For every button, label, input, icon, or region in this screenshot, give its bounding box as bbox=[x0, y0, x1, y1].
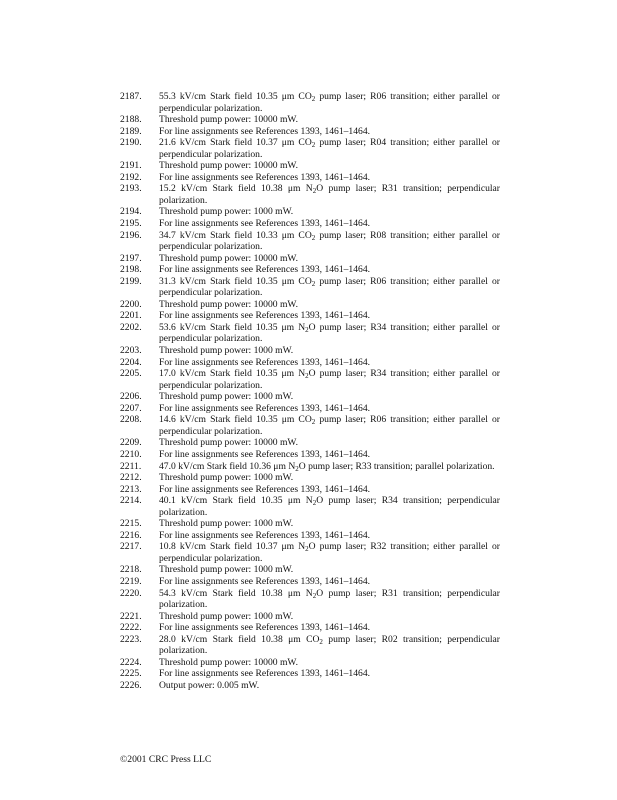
note-text: 55.3 kV/cm Stark field 10.35 μm $CO_2$ pump laser; R06 transition; either parallel or perpendicular polarization. bbox=[159, 91, 500, 114]
note-text: Threshold pump power: 1000 mW. bbox=[159, 345, 294, 357]
note-item bbox=[120, 391, 500, 403]
note-text: For line assignments see References 1393, 1461–1464. bbox=[159, 575, 371, 587]
note-item bbox=[120, 461, 500, 473]
note-text: For line assignments see References 1393, 1461–1464. bbox=[159, 622, 371, 634]
note-text: Threshold pump power: 1000 mW. bbox=[159, 472, 294, 484]
note-text: 14.6 kV/cm Stark field 10.35 μm $CO_2$ pump laser; R06 transition; either parallel or perpendicular polarization. bbox=[159, 414, 500, 437]
note-number: 2218. bbox=[120, 564, 142, 576]
note-item bbox=[120, 657, 500, 669]
note-text: Threshold pump power: 10000 mW. bbox=[159, 298, 299, 310]
note-text: 47.0 kV/cm Stark field 10.36 μm $N_2O$ pump laser; R33 transition; parallel polarization. bbox=[159, 460, 495, 473]
note-number: 2204. bbox=[120, 356, 142, 368]
note-text: For line assignments see References 1393, 1461–1464. bbox=[159, 356, 371, 368]
note-number: 2209. bbox=[120, 437, 142, 449]
note-text: Threshold pump power: 1000 mW. bbox=[159, 564, 294, 576]
note-item bbox=[120, 137, 500, 160]
note-text: Threshold pump power: 10000 mW. bbox=[159, 437, 299, 449]
note-text: Output power: 0.005 mW. bbox=[159, 679, 260, 691]
note-number: 2191. bbox=[120, 160, 142, 172]
note-item bbox=[120, 126, 500, 138]
note-number: 2223. bbox=[120, 633, 142, 645]
note-item bbox=[120, 634, 500, 657]
note-number: 2187. bbox=[120, 91, 142, 102]
note-number: 2202. bbox=[120, 321, 142, 333]
note-number: 2207. bbox=[120, 402, 142, 414]
note-number: 2225. bbox=[120, 668, 142, 680]
note-text: For line assignments see References 1393, 1461–1464. bbox=[159, 483, 371, 495]
note-number: 2222. bbox=[120, 622, 142, 634]
copyright-footer: ©2001 CRC Press LLC bbox=[120, 754, 212, 765]
note-number: 2196. bbox=[120, 229, 142, 241]
notes-list bbox=[120, 91, 500, 691]
note-number: 2197. bbox=[120, 252, 142, 264]
note-number: 2199. bbox=[120, 275, 142, 287]
note-number: 2219. bbox=[120, 575, 142, 587]
note-item bbox=[120, 310, 500, 322]
note-text: For line assignments see References 1393, 1461–1464. bbox=[159, 668, 371, 680]
note-number: 2189. bbox=[120, 125, 142, 137]
note-item bbox=[120, 276, 500, 299]
note-text: 34.7 kV/cm Stark field 10.33 μm $CO_2$ pump laser; R08 transition; either parallel or perpendicular polarization. bbox=[159, 229, 500, 253]
note-item bbox=[120, 345, 500, 357]
note-item bbox=[120, 564, 500, 576]
note-number: 2215. bbox=[120, 518, 142, 530]
note-item bbox=[120, 403, 500, 415]
note-text: 31.3 kV/cm Stark field 10.35 μm $CO_2$ pump laser; R06 transition; either parallel or perpendicular polarization. bbox=[159, 275, 500, 299]
note-number: 2190. bbox=[120, 137, 142, 149]
note-item bbox=[120, 622, 500, 634]
note-number: 2195. bbox=[120, 218, 142, 230]
note-number: 2226. bbox=[120, 679, 142, 691]
note-item bbox=[120, 414, 500, 437]
note-text: 10.8 kV/cm Stark field 10.37 μm $N_2O$ pump laser; R32 transition; either parallel or perpendicular polarization. bbox=[159, 541, 500, 564]
note-text: 21.6 kV/cm Stark field 10.37 μm $CO_2$ pump laser; R04 transition; either parallel or perpendicular polarization. bbox=[159, 137, 500, 160]
note-text: 17.0 kV/cm Stark field 10.35 μm $N_2O$ pump laser; R34 transition; either parallel or perpendicular polarization. bbox=[159, 368, 500, 391]
note-item bbox=[120, 91, 500, 114]
note-text: For line assignments see References 1393, 1461–1464. bbox=[159, 448, 371, 460]
note-item bbox=[120, 680, 500, 692]
note-item bbox=[120, 299, 500, 311]
note-number: 2213. bbox=[120, 483, 142, 495]
note-number: 2217. bbox=[120, 541, 142, 553]
note-number: 2208. bbox=[120, 414, 142, 426]
note-text: 53.6 kV/cm Stark field 10.35 μm $N_2O$ pump laser; R34 transition; either parallel or perpendicular polarization. bbox=[159, 321, 500, 345]
note-text: Threshold pump power: 1000 mW. bbox=[159, 391, 294, 403]
note-item bbox=[120, 495, 500, 518]
note-item bbox=[120, 322, 500, 345]
note-text: 15.2 kV/cm Stark field 10.38 μm $N_2O$ pump laser; R31 transition; perpendicular polarization. bbox=[159, 183, 500, 206]
note-item bbox=[120, 518, 500, 530]
note-item bbox=[120, 484, 500, 496]
note-item bbox=[120, 160, 500, 172]
note-item bbox=[120, 588, 500, 611]
note-number: 2211. bbox=[120, 460, 142, 472]
note-item bbox=[120, 218, 500, 230]
note-text: Threshold pump power: 10000 mW. bbox=[159, 252, 299, 264]
note-item bbox=[120, 264, 500, 276]
note-item bbox=[120, 357, 500, 369]
note-number: 2212. bbox=[120, 472, 142, 484]
note-text: For line assignments see References 1393, 1461–1464. bbox=[159, 218, 371, 230]
note-number: 2224. bbox=[120, 656, 142, 668]
note-text: 54.3 kV/cm Stark field 10.38 μm $N_2O$ pump laser; R31 transition; perpendicular polarization. bbox=[159, 587, 500, 611]
note-item bbox=[120, 437, 500, 449]
note-item bbox=[120, 206, 500, 218]
note-number: 2188. bbox=[120, 114, 142, 126]
note-number: 2206. bbox=[120, 391, 142, 403]
note-item bbox=[120, 368, 500, 391]
note-text: Threshold pump power: 10000 mW. bbox=[159, 160, 299, 172]
note-item bbox=[120, 530, 500, 542]
note-number: 2216. bbox=[120, 529, 142, 541]
note-item bbox=[120, 183, 500, 206]
note-item bbox=[120, 172, 500, 184]
note-number: 2193. bbox=[120, 183, 142, 195]
note-text: For line assignments see References 1393, 1461–1464. bbox=[159, 402, 371, 414]
note-text: For line assignments see References 1393, 1461–1464. bbox=[159, 264, 371, 276]
note-item bbox=[120, 668, 500, 680]
note-item bbox=[120, 611, 500, 623]
note-item bbox=[120, 230, 500, 253]
note-number: 2221. bbox=[120, 610, 142, 622]
note-number: 2192. bbox=[120, 171, 142, 183]
note-number: 2201. bbox=[120, 310, 142, 322]
note-number: 2210. bbox=[120, 448, 142, 460]
note-number: 2200. bbox=[120, 298, 142, 310]
note-text: 40.1 kV/cm Stark field 10.35 μm $N_2O$ pump laser; R34 transition; perpendicular polarization. bbox=[159, 495, 500, 518]
note-text: For line assignments see References 1393, 1461–1464. bbox=[159, 171, 371, 183]
note-text: Threshold pump power: 1000 mW. bbox=[159, 610, 294, 622]
note-item bbox=[120, 449, 500, 461]
note-number: 2214. bbox=[120, 495, 142, 507]
note-text: Threshold pump power: 1000 mW. bbox=[159, 206, 294, 218]
note-text: Threshold pump power: 10000 mW. bbox=[159, 114, 299, 126]
note-item bbox=[120, 253, 500, 265]
note-number: 2198. bbox=[120, 264, 142, 276]
note-number: 2194. bbox=[120, 206, 142, 218]
note-text: Threshold pump power: 10000 mW. bbox=[159, 656, 299, 668]
note-number: 2203. bbox=[120, 345, 142, 357]
note-item bbox=[120, 541, 500, 564]
note-text: For line assignments see References 1393, 1461–1464. bbox=[159, 125, 371, 137]
note-text: For line assignments see References 1393, 1461–1464. bbox=[159, 310, 371, 322]
note-number: 2220. bbox=[120, 587, 142, 599]
note-number: 2205. bbox=[120, 368, 142, 380]
note-item bbox=[120, 472, 500, 484]
note-text: Threshold pump power: 1000 mW. bbox=[159, 518, 294, 530]
note-text: For line assignments see References 1393, 1461–1464. bbox=[159, 529, 371, 541]
note-item bbox=[120, 114, 500, 126]
note-text: 28.0 kV/cm Stark field 10.38 μm $CO_2$ pump laser; R02 transition; perpendicular polarization. bbox=[159, 633, 500, 657]
note-item bbox=[120, 576, 500, 588]
